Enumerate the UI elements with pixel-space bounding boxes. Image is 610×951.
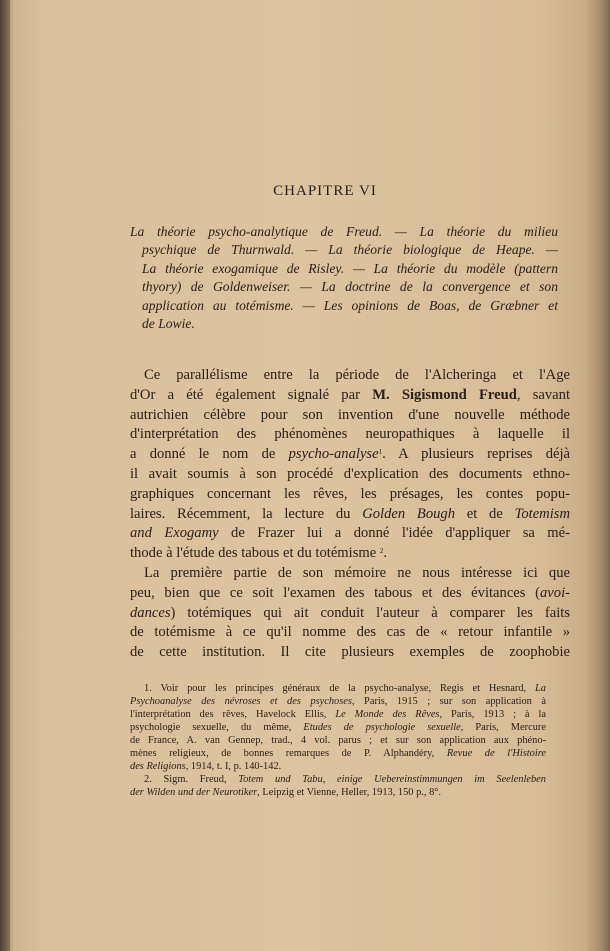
- text-run: et de: [455, 505, 515, 522]
- text-run: thode à l'étude des tabous et du totémisme: [130, 545, 380, 562]
- summary-line: [130, 298, 558, 316]
- text-run: Totemism: [514, 505, 570, 522]
- text-run: de totémisme à ce qu'il nomme des cas de « retour infantile »: [130, 624, 570, 641]
- text-run: , 1914, t. I, p. 140-142.: [185, 761, 282, 772]
- body-line: [130, 486, 570, 506]
- text-run: , Paris, Mercure: [460, 722, 546, 733]
- footnotes-line: [130, 735, 546, 748]
- footnotes-line: [130, 761, 546, 774]
- text-run: . A plusieurs reprises déjà: [382, 446, 571, 463]
- text-run: , Leipzig et Vienne, Heller, 1913, 150 p., 8°.: [257, 787, 442, 798]
- text-run: , savant: [516, 386, 570, 403]
- body-line: [130, 466, 570, 486]
- text-run: Le Monde des Rêves: [335, 709, 440, 720]
- footnotes-line: [130, 696, 546, 709]
- chapter-title: CHAPITRE VI: [273, 183, 377, 199]
- text-run: autrichien célèbre pour son invention d'une nouvelle méthode: [130, 406, 570, 423]
- text-run: de cette institution. Il cite plusieurs exemples de zoophobie: [130, 644, 570, 661]
- text-run: psycho-analyse: [288, 446, 379, 463]
- text-run: La première partie de son mémoire ne nous intéresse ici que: [144, 564, 570, 581]
- text-run: avoi-: [540, 584, 570, 601]
- text-run: Psychoanalyse des névroses et des psychoses: [130, 696, 352, 707]
- footnotes-line: [130, 787, 546, 800]
- text-run: 2. Sigm. Freud,: [144, 774, 239, 785]
- text-run: der Wilden und der Neurotiker: [130, 787, 258, 798]
- text-run: Totem und Tabu, einige Uebereinstimmungen im Seelenleben: [238, 774, 546, 785]
- body-line: [130, 585, 570, 605]
- text-run: and Exogamy: [130, 525, 219, 542]
- summary-line: [130, 224, 558, 242]
- body-line: [130, 426, 570, 446]
- footnote-ref: 1: [378, 448, 383, 457]
- text-run: de Frazer lui a donné l'idée d'appliquer sa mé-: [218, 525, 570, 542]
- footnotes-line: [130, 722, 546, 735]
- text-run: , Paris, 1913 ; à la: [439, 709, 546, 720]
- text-run: mènes religieux, de bonnes remarques de P. Alphandéry,: [130, 748, 447, 759]
- text-run: Etudes de psychologie sexuelle: [303, 722, 461, 733]
- body-line: [130, 525, 570, 545]
- text-run: peu, bien que ce soit l'examen des tabous et des évitances (: [130, 584, 540, 601]
- text-run: psychique de Thurnwald. — La théorie biologique de Heape. —: [142, 242, 558, 258]
- chapter-summary: [130, 224, 558, 334]
- body-text: [130, 367, 570, 664]
- footnotes-line: [130, 683, 546, 696]
- text-run: l'interprétation des rêves, Havelock Ellis,: [130, 709, 336, 720]
- text-run: de France, A. van Gennep, trad., 4 vol. parus ; et sur son application aux phéno-: [130, 735, 546, 746]
- summary-line: [130, 316, 558, 334]
- text-run: a donné le nom de: [130, 446, 289, 463]
- text-run: Revue de l'Histoire: [446, 748, 546, 759]
- text-run: d'Or a été également signalé par: [130, 386, 373, 403]
- body-line: [130, 565, 570, 585]
- text-run: 1. Voir pour les principes généraux de la psycho-analyse, Regis et Hesnard,: [144, 683, 536, 694]
- body-line: [130, 605, 570, 625]
- text-run: Ce parallélisme entre la période de l'Alcheringa et l'Age: [144, 367, 570, 383]
- text-run: laires. Récemment, la lecture du: [130, 505, 363, 522]
- text-run: , Paris, 1915 ; sur son application à: [351, 696, 546, 707]
- text-run: dances: [130, 604, 171, 621]
- text-run: thyory) de Goldenweiser. — La doctrine de la convergence et son: [142, 279, 558, 295]
- text-run: M. Sigismond Freud: [372, 386, 517, 403]
- footnote-ref: 2: [379, 547, 384, 556]
- summary-line: [130, 261, 558, 279]
- text-run: La: [535, 683, 546, 694]
- footnotes: [130, 683, 546, 800]
- body-line: [130, 446, 570, 466]
- text-run: psychologie sexuelle, du même,: [130, 722, 304, 733]
- book-gutter: [0, 0, 10, 951]
- summary-line: [130, 279, 558, 297]
- body-line: [130, 644, 570, 664]
- text-run: Golden Bough: [362, 505, 456, 522]
- text-run: d'interprétation des phénomènes neuropathiques à laquelle il: [130, 426, 570, 443]
- body-line: [130, 387, 570, 407]
- summary-line: [130, 242, 558, 260]
- text-run: des Religions: [130, 761, 186, 772]
- body-line: [130, 407, 570, 427]
- text-run: il avait soumis à son procédé d'explication des documents ethno-: [130, 465, 570, 482]
- body-line: [130, 545, 570, 565]
- text-run: La théorie exogamique de Risley. — La théorie du modèle (pattern: [142, 260, 558, 276]
- body-line: [130, 367, 570, 387]
- footnotes-line: [130, 774, 546, 787]
- footnotes-line: [130, 709, 546, 722]
- footnotes-line: [130, 748, 546, 761]
- text-run: application au totémisme. — Les opinions de Boas, de Græbner et: [142, 297, 558, 313]
- text-run: ) totémiques qui ait conduit l'auteur à comparer les faits: [170, 604, 570, 621]
- body-line: [130, 624, 570, 644]
- text-run: graphiques concernant les rêves, les présages, les contes popu-: [130, 485, 570, 502]
- text-run: La théorie psycho-analytique de Freud. — La théorie du milieu: [130, 224, 558, 239]
- text-run: .: [383, 545, 388, 562]
- text-run: de Lowie.: [142, 315, 195, 331]
- body-line: [130, 506, 570, 526]
